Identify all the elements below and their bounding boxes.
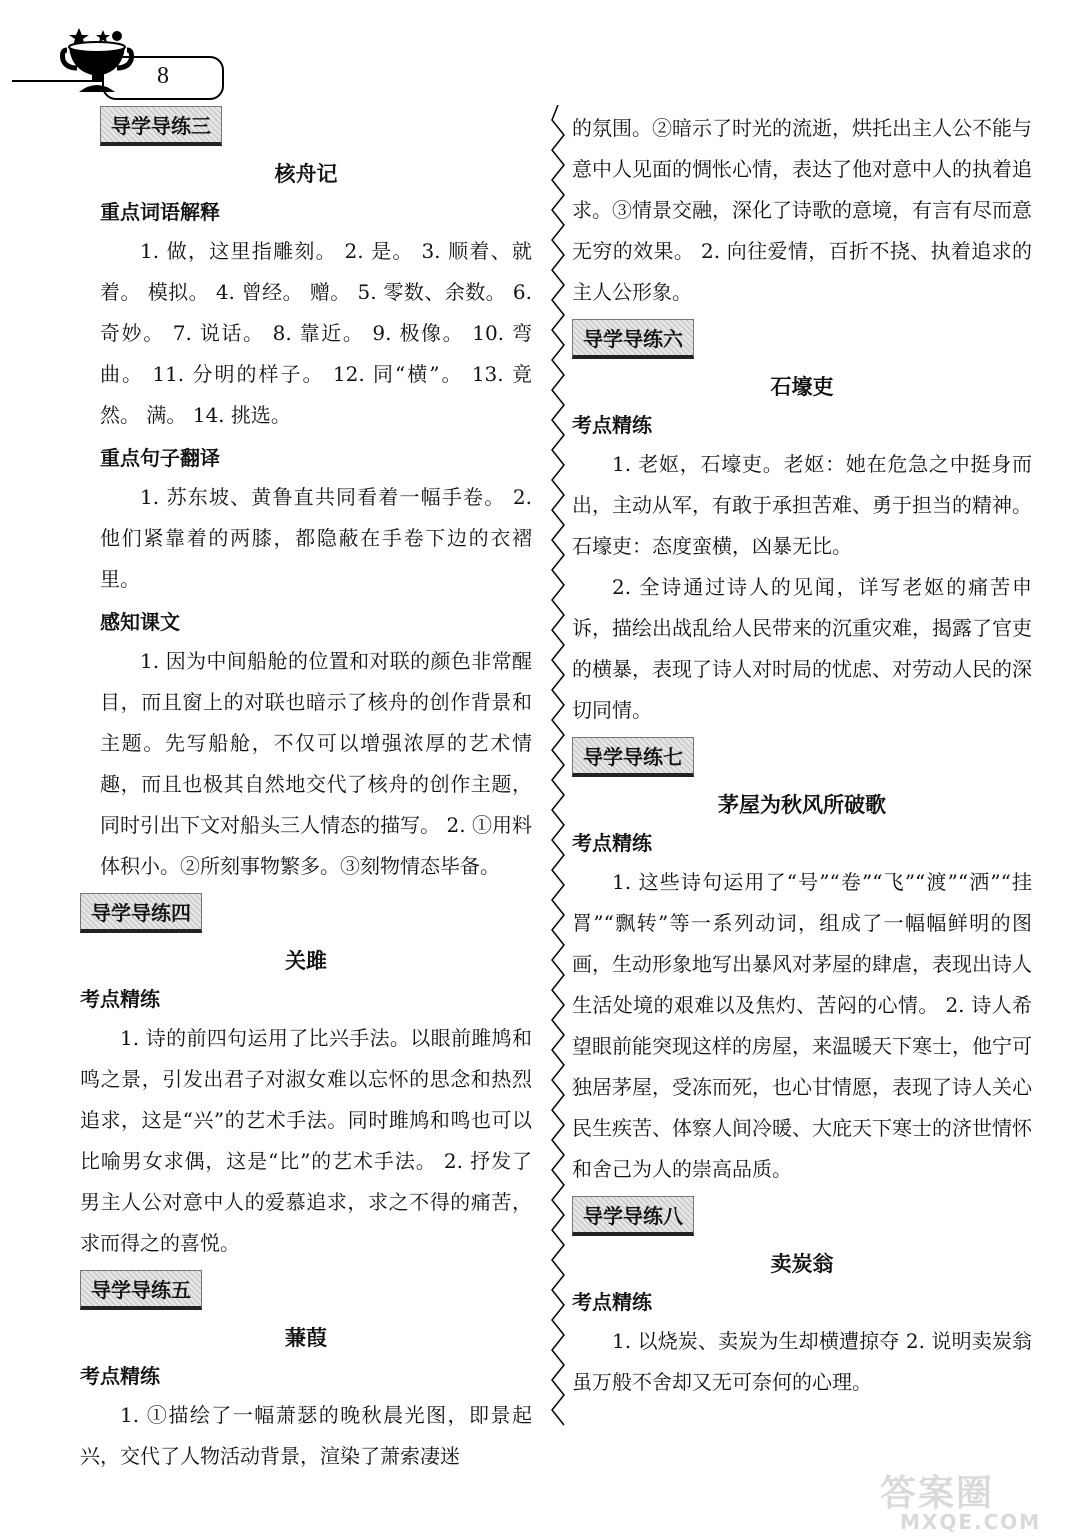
subheading-word-explanation: 重点词语解释: [100, 200, 220, 224]
section-tag-4: 导学导练四: [80, 893, 202, 933]
section-title-shihaoli: 石壕吏: [770, 375, 834, 399]
section-title-guanju: 关雎: [285, 949, 327, 973]
watermark-url: MXQE.COM: [900, 1510, 1042, 1534]
shihaoli-answer-1: 1. 老妪，石壕吏。老妪：她在危急之中挺身而出，主动从军，有敢于承担苦难、勇于担当的精神。石壕吏：态度蛮横，凶暴无比。: [572, 452, 1032, 558]
page-number: 8: [157, 63, 169, 89]
shihaoli-answer-2: 2. 全诗通过诗人的见闻，详写老妪的痛苦申诉，描绘出战乱给人民带来的沉重灾难，揭露了官吏的横暴，表现了诗人对时局的忧虑、对劳动人民的深切同情。: [572, 575, 1032, 722]
section-title-maowu: 茅屋为秋风所破歌: [718, 793, 886, 817]
subheading-exercise-4: 考点精练: [80, 987, 160, 1011]
jianjia-answer-part1: 1. ①描绘了一幅萧瑟的晚秋晨光图，即景起兴，交代了人物活动背景，渲染了萧索凄迷: [80, 1403, 532, 1468]
text-perception-answer: 1. 因为中间船舱的位置和对联的颜色非常醒目，而且窗上的对联也暗示了核舟的创作背景和主题。先写船舱，不仅可以增强浓厚的艺术情趣，而且也极其自然地交代了核舟的创作主题，同时引出下文对船头三人情态的描写。 2. ①用料体积小。②所刻事物繁多。③刻物情态毕备。: [100, 649, 532, 878]
section-tag-5: 导学导练五: [80, 1270, 202, 1310]
subheading-text-perception: 感知课文: [100, 610, 180, 634]
word-explanation-text: 1. 做，这里指雕刻。 2. 是。 3. 顺着、就着。 模拟。 4. 曾经。 赠。 5. 零数、余数。 6. 奇妙。 7. 说话。 8. 靠近。 9. 极像。 10. 弯曲。 11. 分明的样子。 12. 同“横”。 13. 竟然。 满。 14. 挑选。: [100, 239, 532, 427]
section-tag-7: 导学导练七: [572, 737, 694, 777]
left-column: [80, 100, 532, 1477]
watermark-logo: 答案圈: [880, 1473, 995, 1514]
guanju-answer: 1. 诗的前四句运用了比兴手法。以眼前雎鸠和鸣之景，引发出君子对淑女难以忘怀的思念和热烈追求，这是“兴”的艺术手法。同时雎鸠和鸣也可以比喻男女求偶，这是“比”的艺术手法。 2. 抒发了男主人公对意中人的爱慕追求，求之不得的痛苦，求而得之的喜悦。: [80, 1026, 532, 1255]
section-title-hezhouji: 核舟记: [274, 162, 338, 186]
section-title-jianjia: 蒹葭: [285, 1326, 327, 1350]
section-tag-3: 导学导练三: [100, 106, 222, 146]
section-tag-6: 导学导练六: [572, 319, 694, 359]
trophy-cup-icon: [57, 26, 137, 96]
subheading-exercise-6: 考点精练: [572, 413, 652, 437]
maitanweng-answer: 1. 以烧炭、卖炭为生却横遭掠夺 2. 说明卖炭翁虽万般不舍却又无可奈何的心理。: [572, 1329, 1032, 1394]
maowu-answer: 1. 这些诗句运用了“号”“卷”“飞”“渡”“洒”“挂罥”“飘转”等一系列动词，组成了一幅幅鲜明的图画，生动形象地写出暴风对茅屋的肆虐，表现出诗人生活处境的艰难以及焦灼、苦闷的心情。 2. 诗人希望眼前能突现这样的房屋，来温暖天下寒士，他宁可独居茅屋，受冻而死，也心甘情愿，表现了诗人关心民生疾苦、体察人间冷暖、大庇天下寒士的济世情怀和舍己为人的崇高品质。: [572, 870, 1032, 1181]
page-header: [12, 22, 222, 92]
right-column: [572, 108, 1032, 1403]
subheading-sentence-translation: 重点句子翻译: [100, 446, 220, 470]
subheading-exercise-5: 考点精练: [80, 1364, 160, 1388]
subheading-exercise-8: 考点精练: [572, 1290, 652, 1314]
subheading-exercise-7: 考点精练: [572, 831, 652, 855]
section-title-maitanweng: 卖炭翁: [770, 1252, 834, 1276]
section-tag-8: 导学导练八: [572, 1196, 694, 1236]
sentence-translation-text: 1. 苏东坡、黄鲁直共同看着一幅手卷。 2. 他们紧靠着的两膝，都隐蔽在手卷下边的衣褶里。: [100, 485, 532, 591]
jianjia-answer-part2: 的氛围。②暗示了时光的流逝，烘托出主人公不能与意中人见面的惆怅心情，表达了他对意中人的执着追求。③情景交融，深化了诗歌的意境，有言有尽而意无穷的效果。 2. 向往爱情，百折不挠、执着追求的主人公形象。: [572, 116, 1032, 304]
